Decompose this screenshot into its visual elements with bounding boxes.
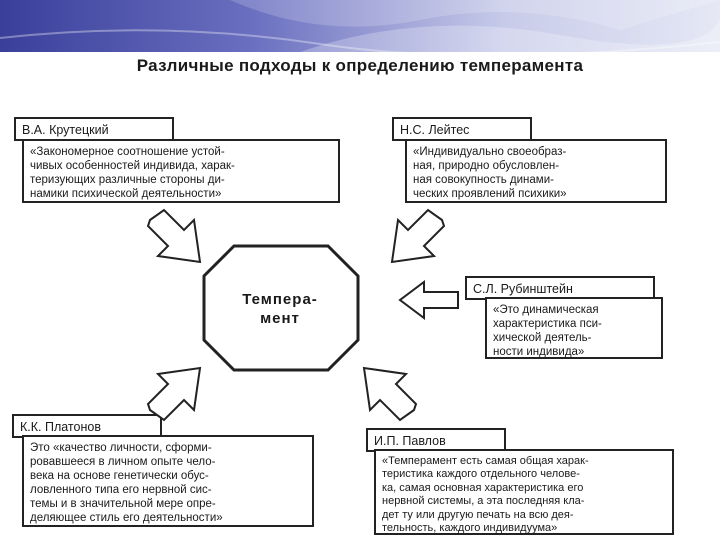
rubinstein-definition-box	[485, 297, 663, 359]
krutetsky-line: теризующих различные стороны ди-	[30, 174, 225, 186]
platonov-definition-box	[22, 435, 314, 527]
arrow-from-rubinstein-icon	[396, 278, 462, 322]
center-line-1: Темпера-	[242, 291, 318, 308]
banner-decoration	[0, 0, 720, 52]
platonov-line: Это «качество личности, сформи-	[30, 442, 212, 454]
pavlov-line: дет ту или другую печать на всю дея-	[382, 508, 574, 521]
leites-definition-box	[405, 139, 667, 203]
pavlov-line: тельность, каждого индивидуума»	[382, 522, 558, 535]
arrow-from-pavlov-icon	[352, 356, 422, 426]
rubinstein-line: характеристика пси-	[493, 318, 602, 330]
pavlov-line: теристика каждого отдельного челове-	[382, 468, 580, 481]
platonov-line: ровавшееся в личном опыте чело-	[30, 456, 216, 468]
krutetsky-line: намики психической деятельности»	[30, 188, 222, 200]
rubinstein-name-box: С.Л. Рубинштейн	[465, 276, 655, 300]
leites-line: ная, природно обусловлен-	[413, 160, 560, 172]
pavlov-line: «Темперамент есть самая общая харак-	[382, 455, 589, 467]
krutetsky-line: чивых особенностей индивида, харак-	[30, 160, 235, 172]
rubinstein-line: хической деятель-	[493, 332, 592, 344]
krutetsky-line: «Закономерное соотношение устой-	[30, 146, 225, 158]
diagram-title: Различные подходы к определению темперамента	[136, 56, 584, 75]
pavlov-line: нервной системы, а эта последняя кла-	[382, 495, 585, 508]
platonov-line: века на основе генетически обус-	[30, 470, 209, 482]
header-banner	[0, 0, 720, 52]
arrow-from-krutetsky-icon	[142, 204, 212, 274]
leites-line: ческих проявлений психики»	[413, 188, 567, 200]
pavlov-line: ка, самая основная характеристика его	[382, 481, 584, 494]
platonov-line: темы и в значительной мере опре-	[30, 498, 216, 510]
platonov-line: ловленного типа его нервной сис-	[30, 484, 212, 496]
center-line-2: мент	[260, 310, 300, 327]
pavlov-definition-box	[374, 449, 674, 535]
temperament-center-label	[205, 290, 355, 328]
krutetsky-name-box: В.А. Крутецкий	[14, 117, 174, 141]
rubinstein-line: «Это динамическая	[493, 304, 599, 316]
krutetsky-definition-box	[22, 139, 340, 203]
rubinstein-line: ности индивида»	[493, 346, 585, 358]
leites-line: «Индивидуально своеобраз-	[413, 146, 567, 158]
leites-name-box: Н.С. Лейтес	[392, 117, 532, 141]
pavlov-name-box: И.П. Павлов	[366, 428, 506, 452]
platonov-line: деляющее стиль его деятельности»	[30, 512, 223, 524]
platonov-name-box: К.К. Платонов	[12, 414, 162, 438]
arrow-from-platonov-icon	[142, 356, 212, 426]
arrow-from-leites-icon	[380, 204, 450, 274]
leites-line: ная совокупность динами-	[413, 174, 554, 186]
